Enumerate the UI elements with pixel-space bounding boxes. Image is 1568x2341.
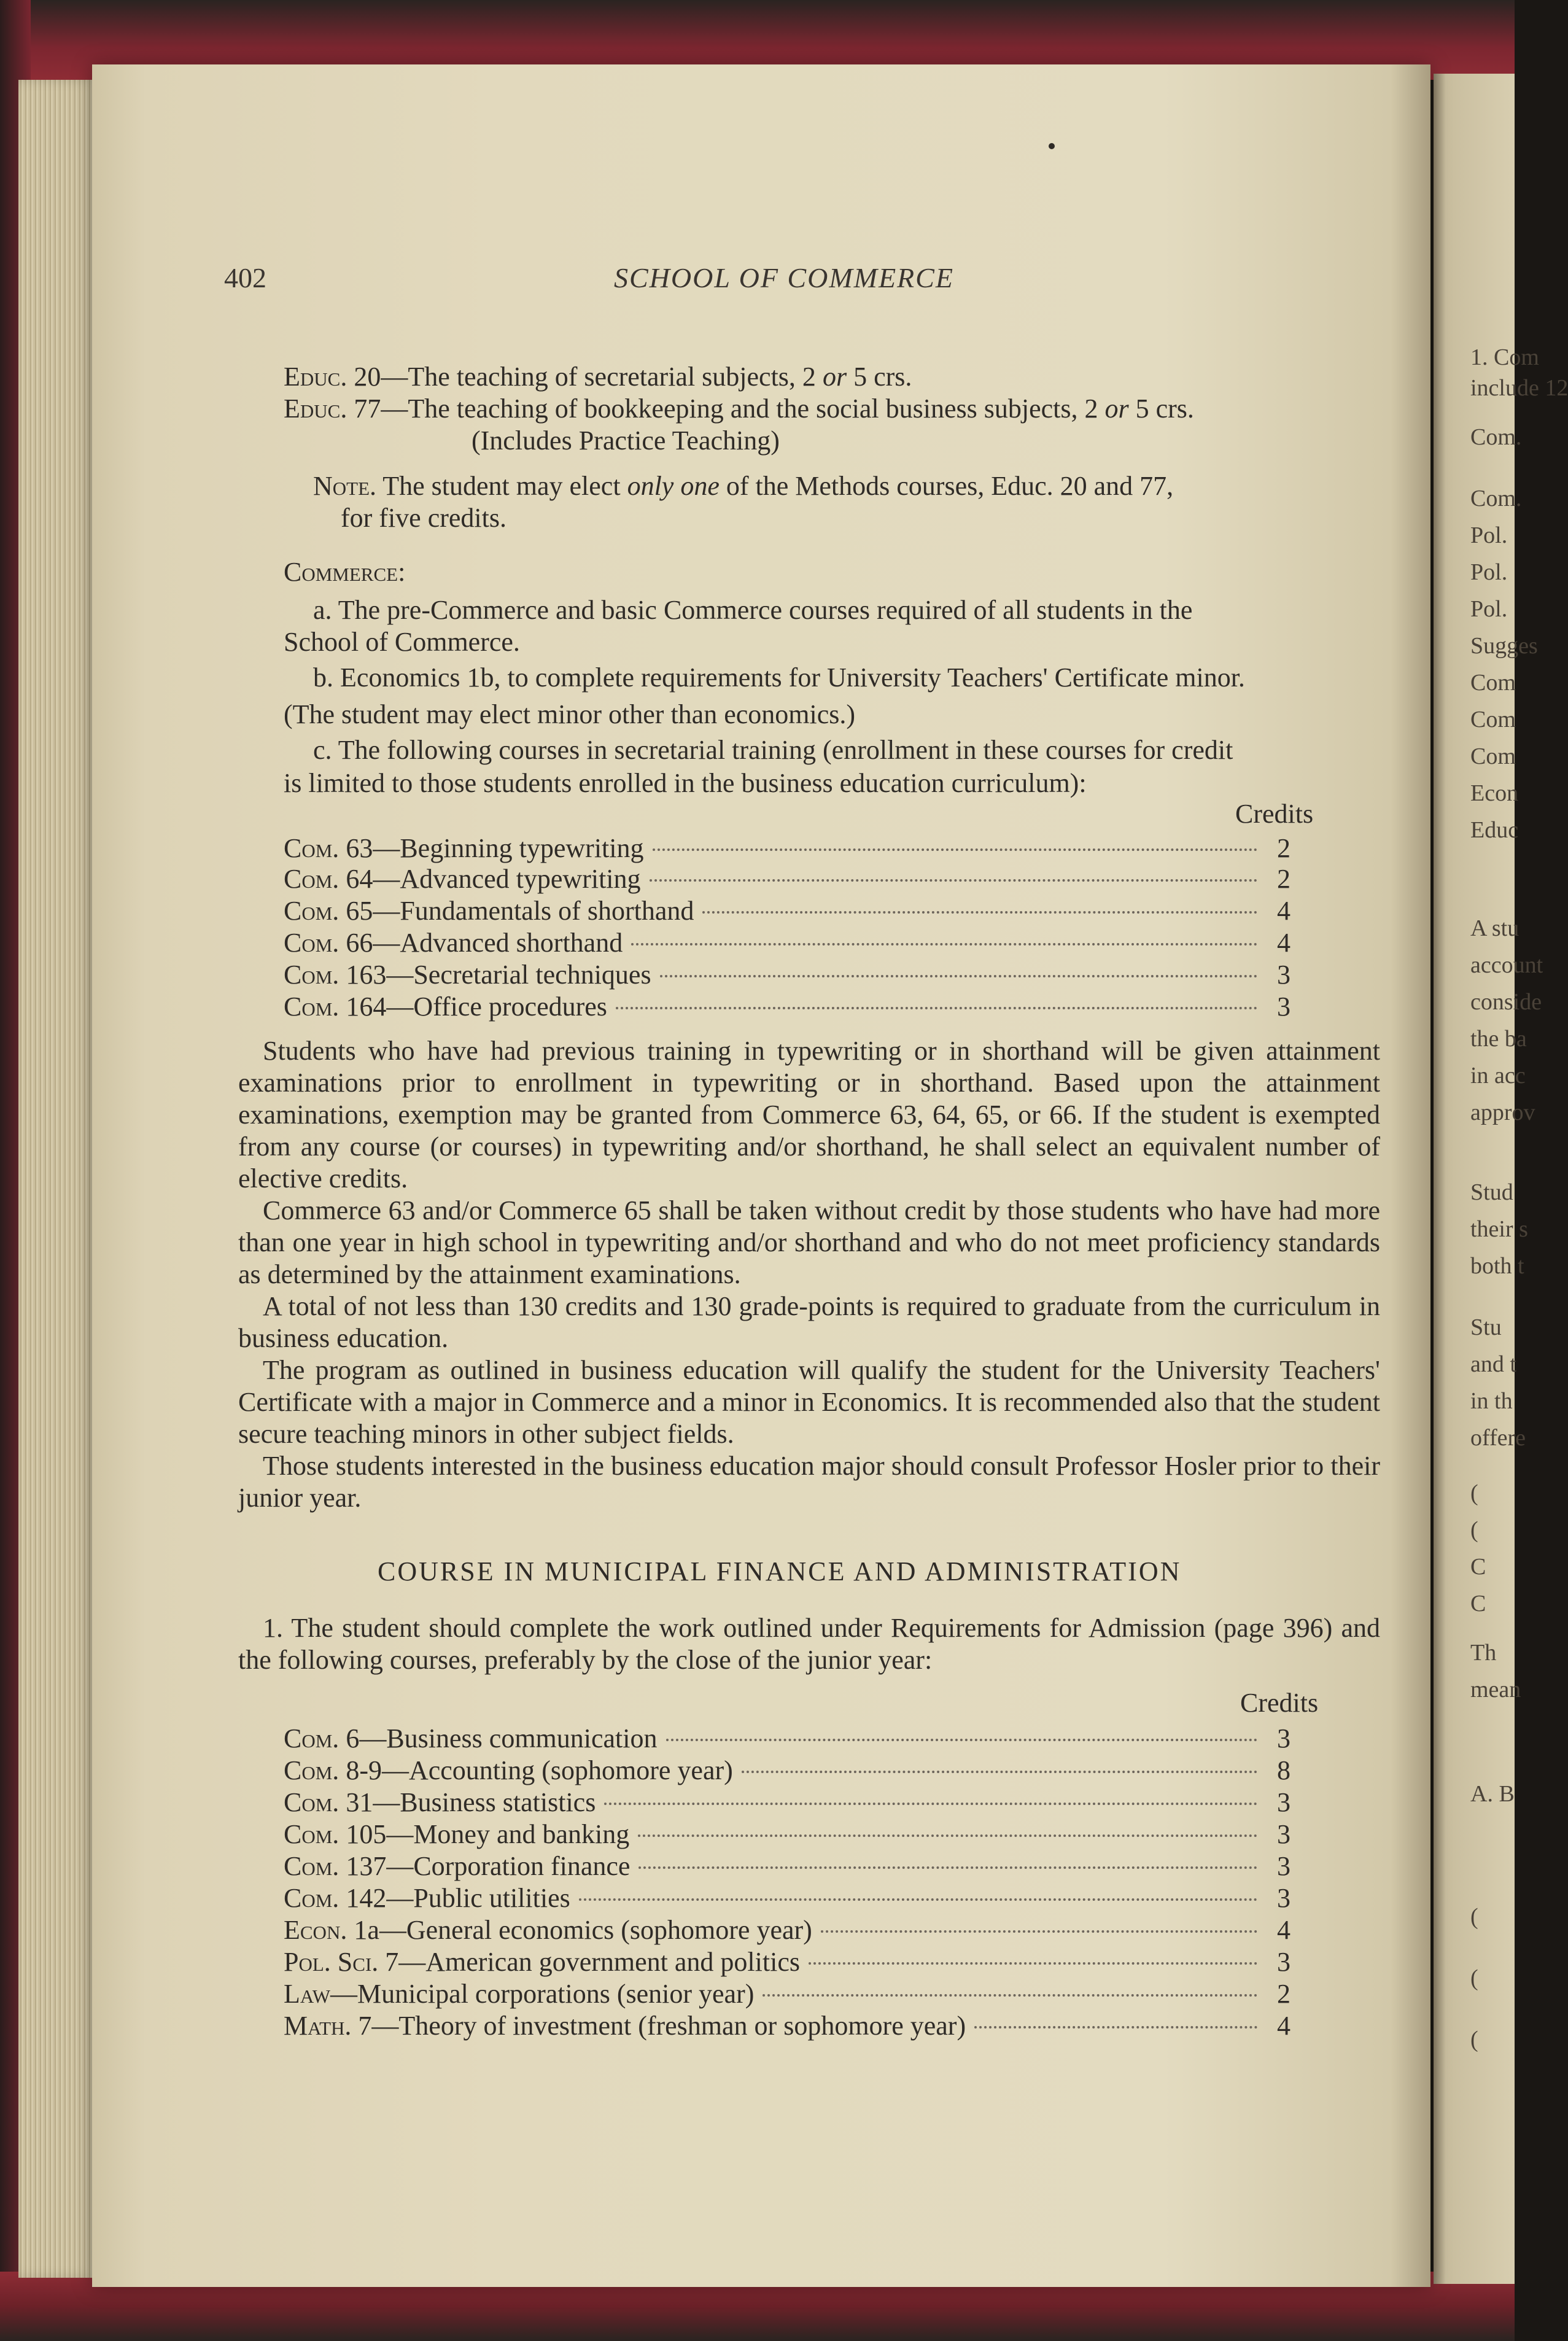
facing-text: Pol. — [1470, 559, 1508, 585]
commerce-item: a. The pre-Commerce and basic Commerce courses required of all students in the — [313, 595, 1193, 625]
facing-text: Com. — [1470, 424, 1522, 450]
commerce-item: c. The following courses in secretarial training (enrollment in these courses for credit — [313, 735, 1233, 765]
course-row: Law—Municipal corporations (senior year) 2 — [284, 1979, 1290, 2009]
course-row: Math. 7—Theory of investment (freshman or sophomore year) 4 — [284, 2011, 1290, 2041]
credits-column-header: Credits — [1235, 799, 1314, 829]
facing-text: Econ — [1470, 780, 1519, 806]
course-row: Pol. Sci. 7—American government and politics 3 — [284, 1947, 1290, 1977]
course-row: Econ. 1a—General economics (sophomore year) 4 — [284, 1915, 1290, 1945]
facing-text: Stu — [1470, 1314, 1502, 1340]
facing-text: account — [1470, 952, 1543, 978]
facing-text: A stu — [1470, 915, 1519, 941]
facing-page-edge — [1434, 74, 1568, 2284]
facing-text: their s — [1470, 1216, 1528, 1242]
course-row: Com. 65—Fundamentals of shorthand 4 — [284, 896, 1290, 926]
ink-dot — [1049, 143, 1055, 149]
includes-line: (Includes Practice Teaching) — [472, 425, 780, 456]
credits-column-header: Credits — [1240, 1688, 1319, 1718]
body-paragraph: Commerce 63 and/or Commerce 65 shall be taken without credit by those students who have had more than one year in high school in typewriting and/or shorthand and who do not meet proficiency standards as determined by the attainment examinations. — [238, 1195, 1380, 1289]
facing-text: Stud — [1470, 1179, 1513, 1205]
facing-text: Sugges — [1470, 633, 1538, 659]
body-paragraph: A total of not less than 130 credits and 130 grade-points is required to graduate from the curriculum in business education. — [238, 1291, 1380, 1353]
facing-text: approv — [1470, 1100, 1535, 1125]
commerce-item: School of Commerce. — [284, 627, 520, 657]
facing-text: ( — [1470, 1904, 1478, 1930]
facing-text: conside — [1470, 989, 1542, 1015]
municipal-intro: 1. The student should complete the work outlined under Requirements for Admission (page 396) and the following courses, preferably by the close of the junior year: — [238, 1613, 1380, 1675]
course-row: Com. 137—Corporation finance 3 — [284, 1851, 1290, 1881]
facing-text: Com — [1470, 670, 1516, 696]
facing-text: Educ — [1470, 817, 1519, 843]
body-paragraph: Those students interested in the business education major should consult Professor Hosler prior to their junior year. — [238, 1451, 1380, 1513]
facing-text: both t — [1470, 1253, 1524, 1279]
course-row: Com. 31—Business statistics 3 — [284, 1787, 1290, 1817]
facing-text: ( — [1470, 1517, 1478, 1543]
course-row: Com. 105—Money and banking 3 — [284, 1819, 1290, 1849]
facing-text: Th — [1470, 1640, 1497, 1666]
commerce-item: b. Economics 1b, to complete requirements for University Teachers' Certificate minor. — [313, 662, 1245, 693]
facing-text: mean — [1470, 1677, 1521, 1702]
note-line: for five credits. — [341, 503, 506, 533]
facing-text: Com. — [1470, 486, 1522, 511]
commerce-label: Commerce: — [284, 557, 406, 587]
educ-line: Educ. 20—The teaching of secretarial subjects, 2 or 5 crs. — [284, 362, 912, 392]
course-row: Com. 8-9—Accounting (sophomore year) 8 — [284, 1755, 1290, 1785]
note-line: Note. The student may elect only one of the Methods courses, Educ. 20 and 77, — [313, 471, 1174, 501]
commerce-item: (The student may elect minor other than economics.) — [284, 699, 856, 729]
course-row: Com. 66—Advanced shorthand 4 — [284, 928, 1290, 958]
body-paragraph: Students who have had previous training in typewriting or in shorthand will be given attainment examinations prior to enrollment in typewriting or in shorthand. Based upon the attainment examinations, exemption may be granted from Commerce 63, 64, 65, or 66. If the student is exempted from any course (or courses) in typewriting and/or shorthand, he shall select an equivalent number of elective credits. — [238, 1036, 1380, 1194]
running-title: SCHOOL OF COMMERCE — [614, 262, 954, 293]
facing-text: Com — [1470, 743, 1516, 769]
facing-text: ( — [1470, 2027, 1478, 2052]
course-row: Com. 63—Beginning typewriting 2 — [284, 833, 1290, 863]
section-title: COURSE IN MUNICIPAL FINANCE AND ADMINISTRATION — [378, 1556, 1182, 1586]
page-number: 402 — [224, 262, 266, 293]
course-row: Com. 164—Office procedures 3 — [284, 992, 1290, 1022]
facing-text: offere — [1470, 1425, 1526, 1451]
facing-text: C — [1470, 1591, 1486, 1617]
facing-text: include 12 — [1470, 375, 1568, 401]
facing-text: and t — [1470, 1351, 1516, 1377]
facing-text: Pol. — [1470, 522, 1508, 548]
facing-text: ( — [1470, 1965, 1478, 1991]
facing-text: A. B — [1470, 1781, 1515, 1807]
commerce-item: is limited to those students enrolled in the business education curriculum): — [284, 768, 1087, 798]
facing-text: the ba — [1470, 1026, 1527, 1052]
facing-text: Com — [1470, 707, 1516, 732]
facing-text: in th — [1470, 1388, 1513, 1414]
course-row: Com. 142—Public utilities 3 — [284, 1883, 1290, 1913]
page-edges — [18, 80, 98, 2278]
facing-text: C — [1470, 1554, 1486, 1580]
course-row: Com. 6—Business communication 3 — [284, 1723, 1290, 1753]
facing-text: 1. Com — [1470, 344, 1539, 370]
course-row: Com. 163—Secretarial techniques 3 — [284, 960, 1290, 990]
body-paragraph: The program as outlined in business education will qualify the student for the University Teachers' Certificate with a major in Commerce and a minor in Economics. It is recommended also that the student secure teaching minors in other subject fields. — [238, 1355, 1380, 1449]
educ-line: Educ. 77—The teaching of bookkeeping and the social business subjects, 2 or 5 crs. — [284, 394, 1194, 424]
facing-text: in acc — [1470, 1063, 1526, 1089]
course-row: Com. 64—Advanced typewriting 2 — [284, 864, 1290, 894]
facing-text: Pol. — [1470, 596, 1508, 622]
facing-text: ( — [1470, 1480, 1478, 1506]
